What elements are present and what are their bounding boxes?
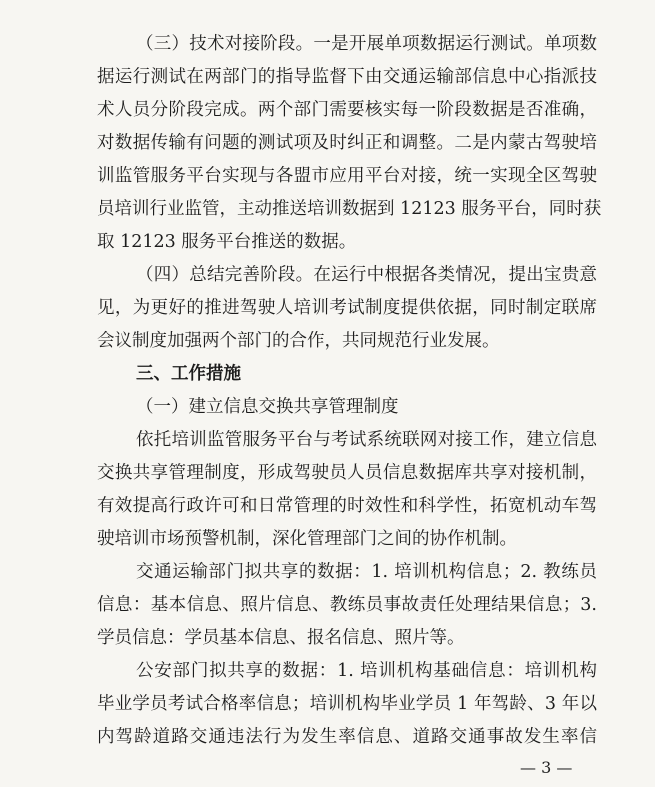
paragraph-line: 信息：基本信息、照片信息、教练员事故责任处理结果信息；3. — [97, 595, 597, 615]
paragraph-line: 学员信息：学员基本信息、报名信息、照片等。 — [97, 628, 465, 648]
paragraph-line: 据运行测试在两部门的指导监督下由交通运输部信息中心指派技 — [97, 67, 597, 87]
section-heading: 三、工作措施 — [136, 364, 241, 384]
paragraph-line: 对数据传输有问题的测试项及时纠正和调整。二是内蒙古驾驶培 — [97, 133, 597, 153]
paragraph-line: 依托培训监管服务平台与考试系统联网对接工作，建立信息 — [136, 430, 597, 450]
paragraph-line: 术人员分阶段完成。两个部门需要核实每一阶段数据是否准确， — [97, 100, 597, 120]
paragraph-line: 员培训行业监管，主动推送培训数据到 12123 服务平台，同时获 — [97, 199, 602, 219]
paragraph-line: 会议制度加强两个部门的合作，共同规范行业发展。 — [97, 331, 500, 351]
paragraph-line: 训监管服务平台实现与各盟市应用平台对接，统一实现全区驾驶 — [97, 166, 597, 186]
paragraph-line: （三）技术对接阶段。一是开展单项数据运行测试。单项数 — [136, 34, 597, 54]
paragraph-line: （四）总结完善阶段。在运行中根据各类情况，提出宝贵意 — [136, 265, 597, 285]
paragraph-line: 毕业学员考试合格率信息；培训机构毕业学员 1 年驾龄、3 年以 — [97, 694, 597, 714]
paragraph-line: 交通运输部门拟共享的数据：1. 培训机构信息；2. 教练员 — [136, 562, 597, 582]
paragraph-line: 交换共享管理制度，形成驾驶员人员信息数据库共享对接机制， — [97, 463, 597, 483]
paragraph-line: 内驾龄道路交通违法行为发生率信息、道路交通事故发生率信 — [97, 727, 597, 747]
paragraph-line: 公安部门拟共享的数据：1. 培训机构基础信息：培训机构 — [136, 661, 597, 681]
page-number: — 3 — — [520, 758, 573, 777]
paragraph-line: 有效提高行政许可和日常管理的时效性和科学性，拓宽机动车驾 — [97, 496, 597, 516]
paragraph-line: 见，为更好的推进驾驶人培训考试制度提供依据，同时制定联席 — [97, 298, 597, 318]
paragraph-line: 驶培训市场预警机制，深化管理部门之间的协作机制。 — [97, 529, 517, 549]
subsection-heading: （一）建立信息交换共享管理制度 — [136, 397, 399, 417]
paragraph-line: 取 12123 服务平台推送的数据。 — [97, 232, 357, 252]
